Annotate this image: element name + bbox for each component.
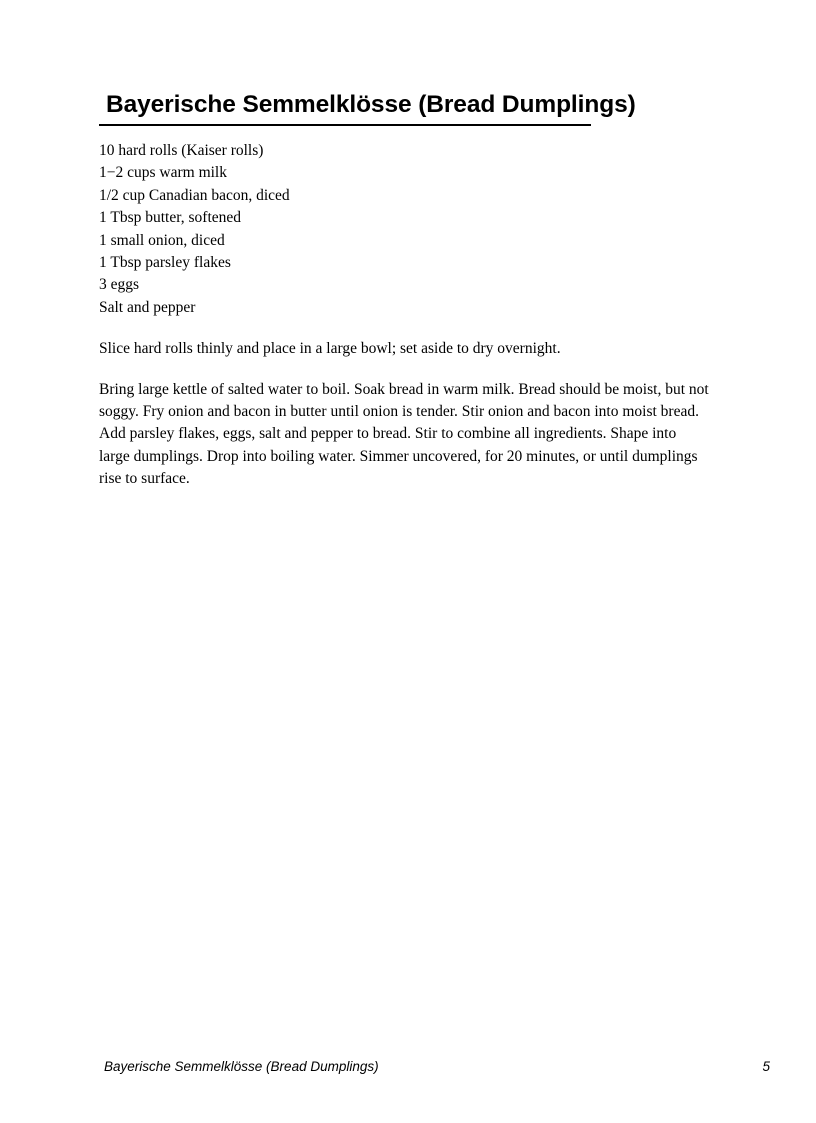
direction-paragraph-cooking: Bring large kettle of salted water to boil. Soak bread in warm milk. Bread should be moist, but not soggy. Fry onion and bacon in butter until onion is tender. Stir onion and bacon into moist bread. Add parsley flakes, eggs, salt and pepper to bread. Stir to combine all ingredients. Shape into large dumplings. Drop into boiling water. Simmer uncovered, for 20 minutes, or until dumplings rise to surface. xyxy=(99,380,709,488)
ingredient-item: 3 eggs xyxy=(99,276,140,294)
page-number: 5 xyxy=(762,1059,770,1074)
ingredient-item: 1−2 cups warm milk xyxy=(99,164,227,182)
ingredient-item: 1 Tbsp parsley flakes xyxy=(99,254,231,272)
page-title: Bayerische Semmelklösse (Bread Dumplings) xyxy=(106,91,636,118)
ingredient-item: Salt and pepper xyxy=(99,298,196,316)
ingredient-item: 1 small onion, diced xyxy=(99,231,225,249)
ingredient-item: 1/2 cup Canadian bacon, diced xyxy=(99,186,290,204)
direction-paragraph-prep: Slice hard rolls thinly and place in a large bowl; set aside to dry overnight. xyxy=(99,340,561,358)
ingredient-item: 10 hard rolls (Kaiser rolls) xyxy=(99,142,264,159)
title-underline xyxy=(99,124,591,126)
recipe-body xyxy=(99,140,709,491)
footer-title: Bayerische Semmelklösse (Bread Dumplings) xyxy=(104,1059,379,1074)
ingredient-list xyxy=(99,140,709,319)
ingredient-item: 1 Tbsp butter, softened xyxy=(99,209,242,227)
